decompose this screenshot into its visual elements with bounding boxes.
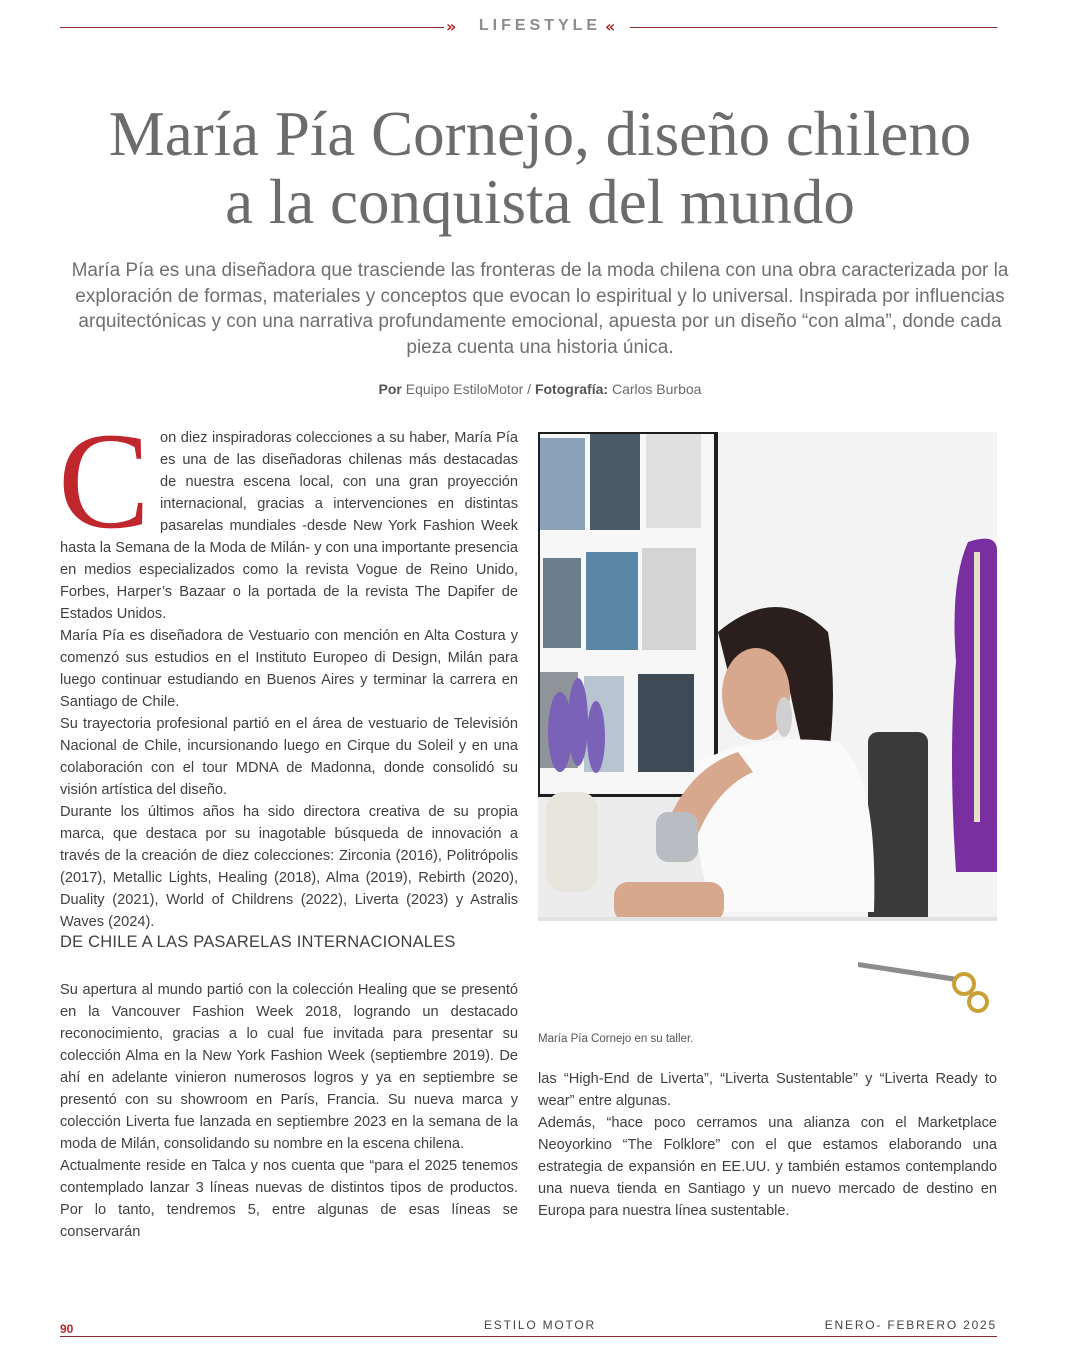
title-line-2: a la conquista del mundo [225, 167, 855, 237]
issue-date: ENERO- FEBRERO 2025 [824, 1318, 997, 1332]
page-number: 90 [60, 1322, 74, 1336]
body-paragraph: Durante los últimos años ha sido directora creativa de su propia marca, que destaca por su inagotable búsqueda de innovación a través de la creación de diez colecciones: Zirconia (2016), Politrópolis (2017), Metallic Lights, Healing (2018), Alma (2019), Rebirth (2020), Duality (2021), World of Childrens (2022), Liverta (2023) y Astralis Waves (2024). [60, 804, 518, 930]
byline [60, 381, 1020, 397]
body-paragraph: Actualmente reside en Talca y nos cuenta que “para el 2025 tenemos contemplado lanzar 3 líneas nuevas de distintos tipos de productos. Por lo tanto, tendremos 5, entre algunas de esas líneas se conservarán [60, 1158, 518, 1240]
body-paragraph: Además, “hace poco cerramos una alianza con el Marketplace Neoyorkino “The Folklore” con el que estamos elaborando una estrategia de expansión en EE.UU. y también estamos contemplando una nueva tienda en Santiago y un nuevo mercado de destino en Europa para nuestra línea sustentable. [538, 1115, 997, 1219]
section-subhead: DE CHILE A LAS PASARELAS INTERNACIONALES [60, 933, 456, 951]
body-paragraph: María Pía es diseñadora de Vestuario con mención en Alta Costura y comenzó sus estudios en el Instituto Europeo di Design, Milán para luego continuar estudiando en Buenos Aires y terminar la carrera en Santiago de Chile. [60, 628, 518, 710]
designer-photo [538, 432, 997, 1018]
body-column-right [538, 1068, 997, 1222]
body-paragraph: Su trayectoria profesional partió en el área de vestuario de Televisión Nacional de Chile, incursionando luego en Cirque du Soleil y en una colaboración con el tour MDNA de Madonna, donde consolidó su visión artística del diseño. [60, 716, 518, 798]
body-paragraph: on diez inspiradoras colecciones a su haber, María Pía es una de las diseñadoras chilenas más destacadas de nuestra escena local, con una gran proyección internacional, gracias a intervenciones en distintas pasarelas mundiales -desde New York Fashion Week hasta la Semana de la Moda de Milán- y con una importante presencia en medios especializados como la revista Vogue de Reino Unido, Forbes, Harper’s Bazaar o la portada de la revista The Dapifer de Estados Unidos. [60, 430, 518, 622]
designer-portrait-illustration [538, 432, 997, 1018]
body-paragraph: Su apertura al mundo partió con la colección Healing que se presentó en la Vancouver Fashion Week 2018, logrando un destacado reconocimiento, gracias a lo cual fue invitada para presentar su colección Alma en la New York Fashion Week (septiembre 2019). De ahí en adelante vinieron numerosos logros y ya en septiembre se presentó con su showroom en París, Francia. Su nueva marca y colección Liverta fue lanzada en septiembre 2023 en la semana de la moda de Milán, consolidando su nombre en la escena chilena. [60, 982, 518, 1152]
byline-photo-label: Fotografía: [534, 381, 609, 397]
chevron-right-icon: » [446, 17, 454, 36]
drop-cap: C [58, 404, 151, 557]
chevron-left-icon: « [605, 17, 613, 36]
byline-by-label: Por [378, 381, 402, 397]
section-label: LIFESTYLE [478, 17, 602, 34]
article-title [40, 100, 1040, 236]
magazine-name: ESTILO MOTOR [483, 1318, 597, 1332]
body-paragraph: las “High-End de Liverta”, “Liverta Sustentable” y “Liverta Ready to wear” entre algunas. [538, 1071, 997, 1109]
body-column-left-bottom [60, 979, 518, 1243]
body-column-left-top [58, 404, 518, 933]
header-rule-left [60, 27, 444, 28]
title-line-1: María Pía Cornejo, diseño chileno [108, 99, 972, 169]
article-dek: María Pía es una diseñadora que trasciende las fronteras de la moda chilena con una obra caracterizada por la exploración de formas, materiales y conceptos que evocan lo espiritual y lo universal. Inspirada por influencias arquitectónicas y con una narrativa profundamente emocional, apuesta por un diseño “con alma”, donde cada pieza cuenta una historia única. [71, 260, 1009, 358]
byline-photographer: Carlos Burboa [611, 381, 702, 397]
header-rule-right [630, 27, 997, 28]
byline-author: Equipo EstiloMotor / [405, 381, 532, 397]
photo-caption: María Pía Cornejo en su taller. [538, 1033, 694, 1045]
footer-rule [60, 1336, 997, 1337]
